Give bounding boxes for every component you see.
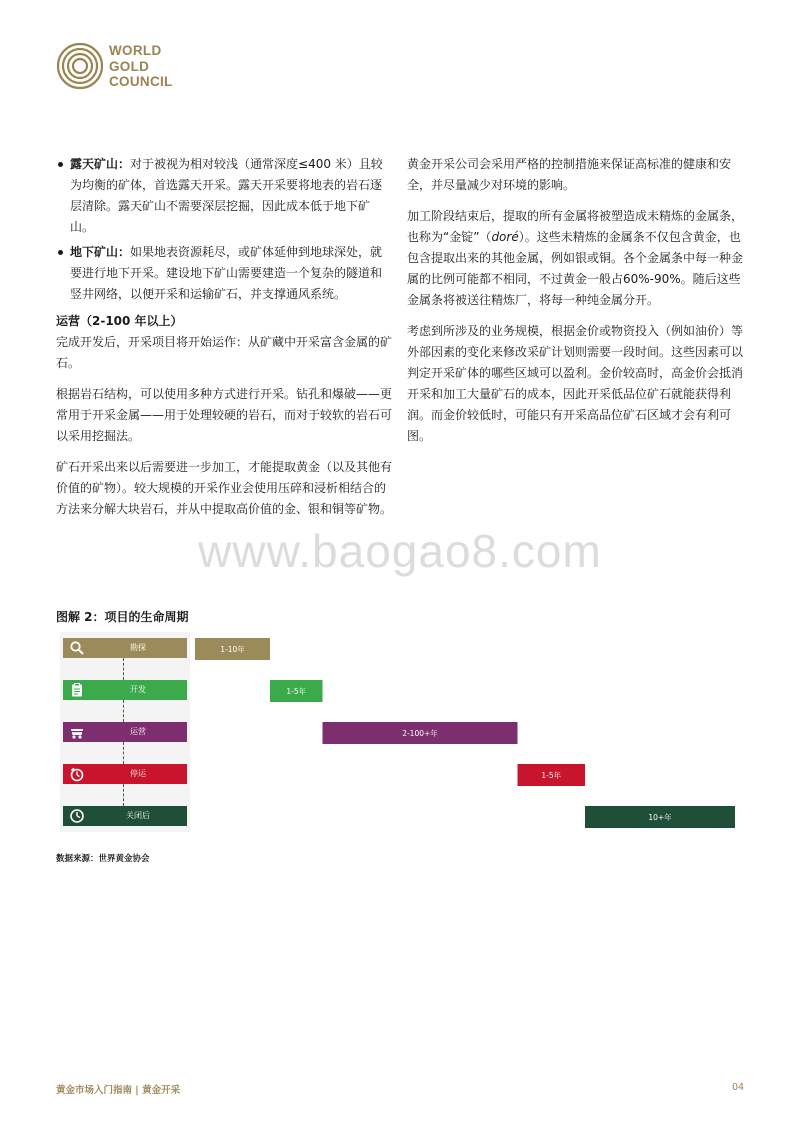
stage-label: 运营 (130, 727, 146, 736)
mine-cart-icon (69, 724, 85, 740)
stage-closure (63, 764, 187, 784)
gantt-chart (190, 632, 742, 832)
duration-label: 1-10年 (220, 645, 245, 654)
dore-text-after: ）。这些未精炼的金属条不仅包含黄金，也包含提取出来的其他金属，例如银或铜。各个金属条中每一种金属的比例可能都不相同，不过黄金一般占60%-90%。随后这些金属条将被送往精炼厂，将每一种纯金属分开。 (407, 230, 744, 307)
footer-title: 黄金市场入门指南 | 黄金开采 (56, 1085, 181, 1096)
gantt-area (190, 632, 742, 832)
paragraph: 黄金开采公司会采用严格的控制措施来保证高标准的健康和安全，并尽量减少对环境的影响。 (407, 157, 732, 192)
left-column (56, 154, 392, 530)
dore-term: doré (491, 230, 519, 244)
mine-type-list (56, 154, 392, 305)
page-number: 04 (732, 1082, 745, 1093)
paragraph: 完成开发后，开采项目将开始运作：从矿藏中开采富含金属的矿石。 (56, 335, 393, 370)
right-column (407, 154, 745, 457)
stage-label: 开发 (130, 685, 146, 694)
magnifier-icon (69, 640, 85, 656)
dore-text-before: 加工阶段结束后，提取的所有金属将被塑造成未精炼的金属条，也称为“金锭”（ (407, 209, 744, 244)
stage-connector (123, 700, 124, 722)
world-gold-council-logo (56, 42, 226, 92)
stage-label: 关闭后 (126, 811, 150, 820)
stopwatch-icon (69, 766, 85, 782)
bullet-term: 露天矿山： (70, 157, 131, 171)
duration-label: 10+年 (648, 813, 672, 822)
list-item (56, 242, 392, 305)
logo-line-3: COUNCIL (109, 74, 173, 89)
bullet-text: 对于被视为相对较浅（通常深度≤400 米）且较为均衡的矿体，首选露天开采。露天开采要将地表的岩石逐层清除。露天矿山不需要深层挖掘，因此成本低于地下矿山。 (70, 157, 383, 234)
paragraph: 考虑到所涉及的业务规模，根据金价或物资投入（例如油价）等外部因素的变化来修改采矿计划则需要一段时间。这些因素可以判定开采矿体的哪些区域可以盈利。金价较高时，高金价会抵消开采和加工大量矿石的成本，因此开采低品位矿石就能获得利润。而金价较低时，可能只有开采高品位矿石区域才会有利可图。 (407, 324, 744, 443)
clock-icon (69, 808, 85, 824)
lifecycle-figure (60, 632, 742, 832)
logo-wordmark (109, 43, 173, 90)
clipboard-icon (69, 682, 85, 698)
stage-label: 停运 (130, 769, 146, 778)
stage-connector (123, 658, 124, 680)
paragraph: 根据岩石结构，可以使用多种方式进行开采。钻孔和爆破——更常用于开采金属——用于处理较硬的岩石，而对于较软的岩石可以采用挖掘法。 (56, 387, 393, 443)
stage-label: 勘探 (130, 643, 146, 652)
section-heading: 运营（2-100 年以上） (56, 314, 183, 328)
stage-connector (123, 742, 124, 764)
concentric-rings-icon (56, 42, 104, 90)
logo-line-2: GOLD (109, 58, 150, 74)
stage-exploration (63, 638, 187, 658)
duration-label: 1-5年 (541, 771, 562, 780)
stage-operation (63, 722, 187, 742)
stage-development (63, 680, 187, 700)
dore-paragraph (407, 206, 745, 311)
bullet-term: 地下矿山： (70, 245, 131, 259)
watermark: www.baogao8.com (198, 525, 602, 577)
duration-label: 2-100+年 (402, 729, 438, 738)
stage-column (63, 638, 191, 828)
logo-line-1: WORLD (109, 43, 162, 58)
duration-label: 1-5年 (286, 687, 307, 696)
stage-connector (123, 784, 124, 806)
figure-title: 图解 2：项目的生命周期 (56, 610, 189, 624)
paragraph: 矿石开采出来以后需要进一步加工，才能提取黄金（以及其他有价值的矿物）。较大规模的开采作业会使用压碎和浸析相结合的方法来分解大块岩石，并从中提取高价值的金、银和铜等矿物。 (56, 460, 393, 516)
list-item (56, 154, 392, 238)
bullet-text: 如果地表资源耗尽，或矿体延伸到地球深处，就要进行地下开采。建设地下矿山需要建造一个复杂的隧道和竖井网络，以便开采和运输矿石，并支撑通风系统。 (70, 245, 383, 301)
stage-post-closure (63, 806, 187, 826)
figure-source: 数据来源：世界黄金协会 (56, 854, 150, 864)
